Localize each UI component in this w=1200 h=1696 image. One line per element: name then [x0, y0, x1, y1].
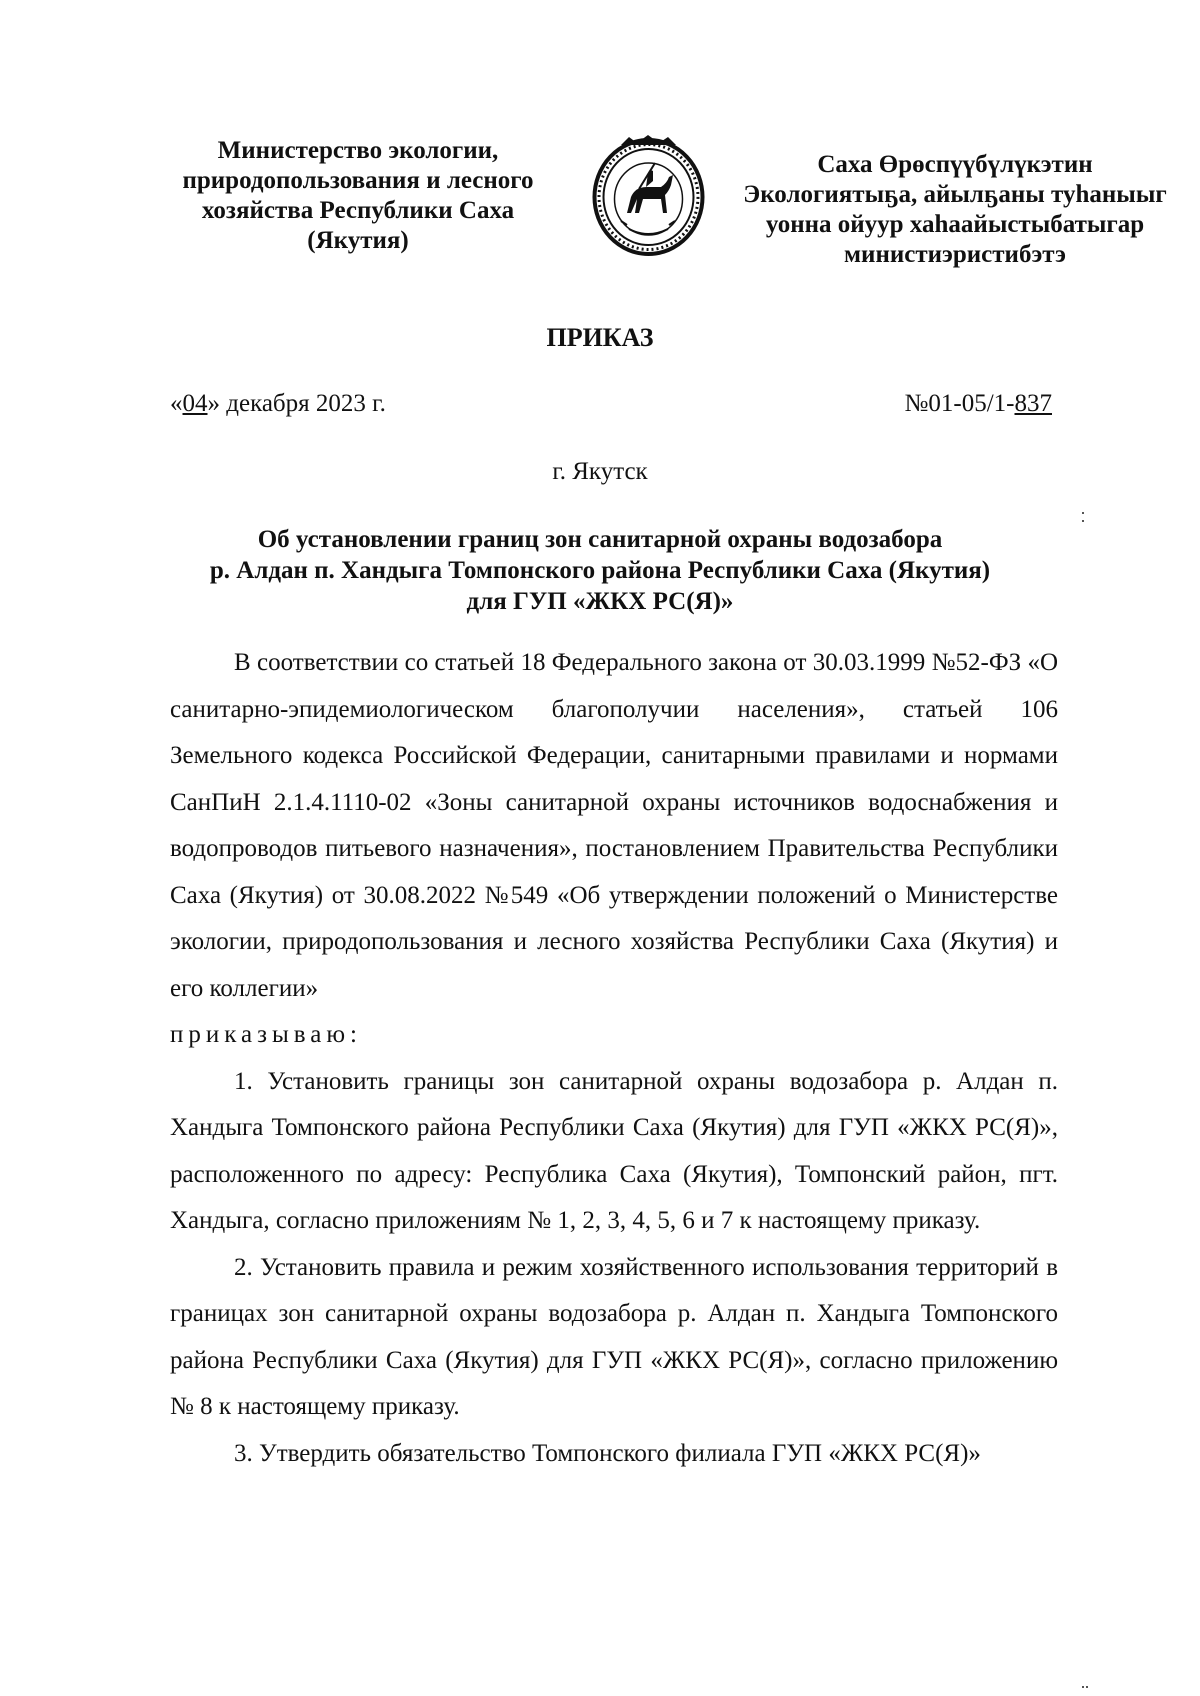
order-word: приказываю:	[170, 1021, 362, 1048]
ministry-name-line: Экологиятыҕа, айылҕаны туһаныыг	[743, 181, 1167, 208]
number-prefix: №01-05/1-	[904, 390, 1015, 417]
document-subject	[150, 524, 1050, 617]
date-prefix: «	[170, 390, 183, 417]
date-suffix: » декабря 2023 г.	[207, 390, 386, 417]
document-number	[905, 390, 1052, 418]
document-date	[170, 390, 386, 418]
document-city: г. Якутск	[552, 458, 648, 485]
number-suffix: 837	[1014, 390, 1052, 417]
order-item-2: 2. Установить правила и режим хозяйственного использования территорий в границах зон санитарной охраны водозабора р. Алдан п. Хандыга Томпонского района Республики Саха (Якутия) для ГУП «ЖКХ РС(Я)», согласно приложению № 8 к настоящему приказу.	[170, 1253, 1058, 1420]
ministry-name-line: (Якутия)	[307, 227, 409, 254]
subject-line: р. Алдан п. Хандыга Томпонского района Республики Саха (Якутия)	[209, 557, 991, 584]
ministry-name-line: природопользования и лесного	[182, 167, 534, 194]
ministry-name-line: Министерство экологии,	[217, 137, 499, 164]
ministry-name-russian	[168, 136, 548, 256]
order-item-3: 3. Утвердить обязательство Томпонского филиала ГУП «ЖКХ РС(Я)»	[234, 1439, 981, 1467]
subject-line: для ГУП «ЖКХ РС(Я)»	[466, 588, 734, 615]
scan-speck	[1082, 1686, 1084, 1688]
subject-line: Об установлении границ зон санитарной охраны водозабора	[257, 526, 943, 553]
order-item-1: 1. Установить границы зон санитарной охраны водозабора р. Алдан п. Хандыга Томпонского района Республики Саха (Якутия) для ГУП «ЖКХ РС(Я)», расположенного по адресу: Республика Саха (Якутия), Томпонский район, пгт. Хандыга, согласно приложениям № 1, 2, 3, 4, 5, 6 и 7 к настоящему приказу.	[170, 1067, 1058, 1234]
scan-speck	[1082, 512, 1084, 514]
ministry-name-line: Саха Өрөспүүбүлүкэтин	[817, 151, 1093, 178]
scan-speck	[1082, 520, 1084, 522]
document-type-title: ПРИКАЗ	[546, 323, 654, 352]
ministry-name-line: министиэристибэтэ	[844, 241, 1066, 268]
date-day: 04	[182, 390, 208, 417]
scan-speck	[1086, 1686, 1088, 1688]
ministry-name-sakha	[740, 150, 1170, 270]
ministry-name-line: хозяйства Республики Саха	[201, 197, 515, 224]
document-body	[170, 640, 1058, 1477]
ministry-name-line: уонна ойуур хаһаайыстыбатыгар	[765, 211, 1145, 238]
preamble-paragraph: В соответствии со статьей 18 Федерального закона от 30.03.1999 №52-ФЗ «О санитарно-эпидемиологическом благополучии населения», статьей 106 Земельного кодекса Российской Федерации, санитарными правилами и нормами СанПиН 2.1.4.1110-02 «Зоны санитарной охраны источников водоснабжения и водопроводов питьевого назначения», постановлением Правительства Республики Саха (Якутия) от 30.08.2022 №549 «Об утверждении положений о Министерстве экологии, природопользования и лесного хозяйства Республики Саха (Якутия) и его коллегии»	[170, 649, 1058, 1002]
coat-of-arms-emblem	[591, 133, 706, 257]
